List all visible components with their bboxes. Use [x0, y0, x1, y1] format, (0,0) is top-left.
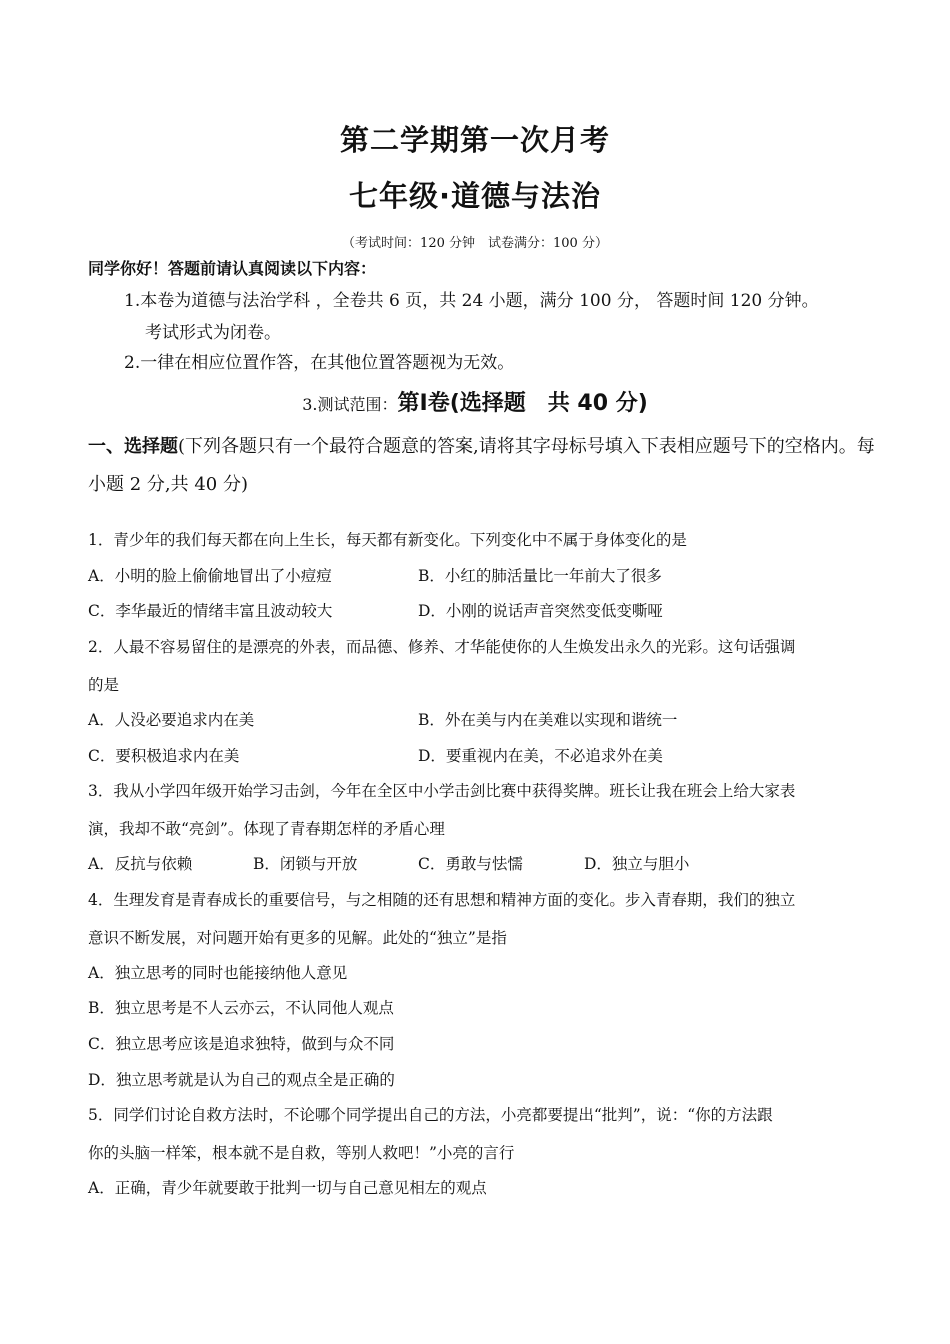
question-2-option-b: B．外在美与内在美难以实现和谐统一: [418, 711, 678, 729]
question-1-option-b: B．小红的肺活量比一年前大了很多: [418, 567, 662, 585]
question-3-option-d: D．独立与胆小: [584, 855, 690, 873]
question-2-option-a: A．人没必要追求内在美: [88, 711, 255, 729]
question-4-option-b: B．独立思考是不人云亦云，不认同他人观点: [88, 999, 394, 1017]
question-5-option-a: A．正确，青少年就要敢于批判一切与自己意见相左的观点: [88, 1179, 487, 1197]
question-4-option-a: A．独立思考的同时也能接纳他人意见: [88, 964, 348, 982]
question-2-option-c: C．要积极追求内在美: [88, 747, 240, 765]
question-1-option-a: A．小明的脸上偷偷地冒出了小痘痘: [88, 567, 332, 585]
question-4-stem: 4．生理发育是青春成长的重要信号，与之相随的还有思想和精神方面的变化。步入青春期，我们的独立: [88, 891, 796, 909]
part-one-heading: 第Ⅰ卷(选择题 共 40 分): [397, 391, 648, 416]
question-3-option-b: B．闭锁与开放: [253, 855, 358, 873]
range-label: 3.测试范围：: [302, 395, 398, 414]
question-3-stem-cont: 演，我却不敢“亮剑”。体现了青春期怎样的矛盾心理: [88, 820, 445, 838]
question-5-stem: 5．同学们讨论自救方法时，不论哪个同学提出自己的方法，小亮都要提出“批判”，说：“你的方法跟: [88, 1106, 773, 1124]
question-2-stem: 2．人最不容易留住的是漂亮的外表，而品德、修养、才华能使你的人生焕发出永久的光彩。这句话强调: [88, 638, 796, 656]
instruction-3-range: [0, 386, 950, 417]
section-title: 一、选择题: [88, 436, 178, 457]
question-5-stem-cont: 你的头脑一样笨，根本就不是自救，等别人救吧！”小亮的言行: [88, 1144, 515, 1162]
question-2-option-d: D．要重视内在美，不必追求外在美: [418, 747, 663, 765]
section-heading: [88, 428, 878, 504]
section-description: (下列各题只有一个最符合题意的答案,请将其字母标号填入下表相应题号下的空格内。每小题 2 分,共 40 分): [88, 436, 875, 495]
question-1-stem: 1．青少年的我们每天都在向上生长，每天都有新变化。下列变化中不属于身体变化的是: [88, 531, 687, 549]
instruction-1: 1.本卷为道德与法治学科 ，全卷共 6 页，共 24 小题，满分 100 分， 答题时间 120 分钟。: [124, 291, 819, 311]
exam-subject: 七年级·道德与法治: [348, 179, 602, 213]
instruction-2: 2.一律在相应位置作答，在其他位置答题视为无效。: [124, 353, 515, 373]
question-4-stem-cont: 意识不断发展，对问题开始有更多的见解。此处的“独立”是指: [88, 929, 507, 947]
question-3-stem: 3．我从小学四年级开始学习击剑，今年在全区中小学击剑比赛中获得奖牌。班长让我在班会上给大家表: [88, 782, 796, 800]
question-4-option-c: C．独立思考应该是追求独特，做到与众不同: [88, 1035, 395, 1053]
question-3-option-a: A．反抗与依赖: [88, 855, 193, 873]
exam-meta: （考试时间：120 分钟 试卷满分：100 分）: [342, 236, 608, 251]
exam-title: 第二学期第一次月考: [339, 123, 610, 157]
instruction-1-cont: 考试形式为闭卷。: [145, 323, 281, 343]
question-1-option-c: C．李华最近的情绪丰富且波动较大: [88, 602, 333, 620]
question-3-option-c: C．勇敢与怯懦: [418, 855, 523, 873]
instructions-greeting: 同学你好！答题前请认真阅读以下内容：: [88, 259, 377, 278]
question-1-option-d: D．小刚的说话声音突然变低变嘶哑: [418, 602, 663, 620]
question-4-option-d: D．独立思考就是认为自己的观点全是正确的: [88, 1071, 395, 1089]
question-2-stem-cont: 的是: [88, 676, 120, 694]
